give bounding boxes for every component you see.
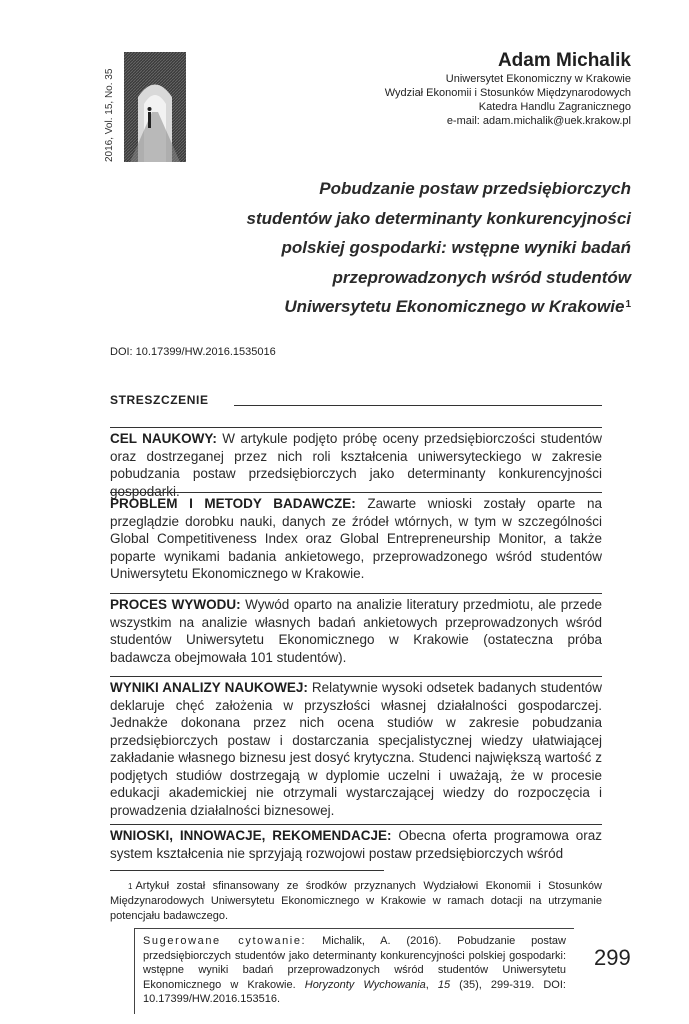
abstract-section-process xyxy=(110,593,602,666)
section-label: WNIOSKI, INNOWACJE, REKOMENDACJE: xyxy=(110,828,392,843)
abstract-heading: STRESZCZENIE xyxy=(110,393,209,407)
cover-image xyxy=(124,52,186,162)
title-line: polskiej gospodarki: wstępne wyniki badań xyxy=(281,238,631,257)
article-title xyxy=(111,174,631,322)
article-doi: DOI: 10.17399/HW.2016.1535016 xyxy=(110,346,276,358)
footnote-marker: 1 xyxy=(128,882,133,891)
title-line: przeprowadzonych wśród studentów xyxy=(332,267,631,287)
journal-volume-label: 2016, Vol. 15, No. 35 xyxy=(104,68,115,162)
citation-label: Sugerowane cytowanie: xyxy=(143,935,307,947)
abstract-heading-rule xyxy=(234,405,602,406)
abstract-section-conclusions xyxy=(110,824,602,862)
author-email[interactable]: e-mail: adam.michalik@uek.krakow.pl xyxy=(446,115,631,127)
title-footnote-marker[interactable]: 1 xyxy=(625,299,631,310)
citation-text-after: (35), 299-319. DOI: 10.17399/HW.2016.153516. xyxy=(143,978,566,1005)
title-line: studentów jako determinanty konkurencyjności xyxy=(246,208,631,228)
section-label: WYNIKI ANALIZY NAUKOWEJ: xyxy=(110,680,308,695)
section-label: PROBLEM I METODY BADAWCZE: xyxy=(110,496,356,511)
page-number: 299 xyxy=(594,945,631,970)
affiliation-university: Uniwersytet Ekonomiczny w Krakowie xyxy=(445,73,631,85)
title-line xyxy=(111,292,631,322)
section-text: Obecna oferta programowa oraz system kształcenia nie sprzyjają rozwojowi postaw przedsiębiorczych wśród xyxy=(110,828,602,861)
journal-cover-thumbnail xyxy=(124,52,186,162)
section-label: PROCES WYWODU: xyxy=(110,597,241,612)
footnote-separator xyxy=(110,870,384,871)
section-text: Zawarte wnioski zostały oparte na przeglądzie dorobku nauki, danych ze źródeł wtórnych, w tym w szczególności Global Competitiveness Index oraz Global Entrepreneurship Monitor, a także poparte wynikami badania ankietowego, przeprowadzonego wśród studentów Uniwersytetu Ekonomicznego w Krakowie. xyxy=(110,496,602,581)
affiliation-department: Katedra Handlu Zagranicznego xyxy=(478,101,631,113)
citation-journal: Horyzonty Wychowania xyxy=(304,978,426,991)
section-label: CEL NAUKOWY: xyxy=(110,431,217,446)
suggested-citation-box: Sugerowane cytowanie: Michalik, A. (2016). Pobudzanie postaw przedsiębiorczych studentów jako determinanty konkurencyjności polskiej gospodarki: wstępne wyniki badań przeprowadzonych wśród studentów Uniwersytetu Ekonomicznego w Krakowie. Horyzonty Wychowania, 15 (35), 299-319. DOI: 10.17399/HW.2016.153516. xyxy=(134,928,574,1014)
citation-text: Michalik, A. (2016). Pobudzanie postaw przedsiębiorczych studentów jako determinanty konkurencyjności polskiej gospodarki: wstępne wyniki badań przeprowadzonych wśród studentów Uniwersytetu Ekonomicznego w Krakowie. xyxy=(143,935,566,991)
abstract-section-methods xyxy=(110,492,602,583)
footnote xyxy=(110,879,602,924)
section-text: W artykule podjęto próbę oceny przedsiębiorczości studentów oraz dostrzeganej przez nich roli kształcenia uniwersyteckiego w zakresie pobudzania postaw przedsiębiorczych jako determinanty konkurencyjności gospodarki. xyxy=(110,431,602,499)
section-text: Wywód oparto na analizie literatury przedmiotu, ale przede wszystkim na analizie własnych badań ankietowych przeprowadzonych wśród studentów Uniwersytetu Ekonomicznego w Krakowie (ostateczna próba badawcza obejmowała 101 studentów). xyxy=(110,597,602,665)
title-line: Pobudzanie postaw przedsiębiorczych xyxy=(319,179,631,198)
citation-volume: 15 xyxy=(437,978,451,991)
abstract-section-aim xyxy=(110,427,602,500)
section-text: Relatywnie wysoki odsetek badanych studentów deklaruje chęć założenia w przyszłości własnej działalności gospodarczej. Jednakże dokonana przez nich ocena studiów w zakresie pobudzania przedsiębiorczych postaw i dostarczania specjalistycznej wiedzy ułatwiającej zakładanie własnego biznesu jest dosyć krytyczna. Studenci największą wartość z podjętych studiów dostrzegają w dyplomie uczelni i uważają, że w procesie edukacji akademickiej nie otrzymali wystarczającej wiedzy do rozpoczęcia i prowadzenia działalności biznesowej. xyxy=(110,680,602,818)
author-block xyxy=(385,50,631,128)
title-line-text: Uniwersytetu Ekonomicznego w Krakowie xyxy=(284,297,625,316)
abstract-heading-row xyxy=(110,393,602,413)
footnote-text: Artykuł został sfinansowany ze środków przyznanych Wydziałowi Ekonomii i Stosunków Międzynarodowych Uniwersytetu Ekonomicznego w Krakowie w ramach dotacji na utrzymanie potencjału badawczego. xyxy=(110,880,602,922)
abstract-section-results xyxy=(110,676,602,819)
author-name: Adam Michalik xyxy=(497,50,631,71)
affiliation-faculty: Wydział Ekonomii i Stosunków Międzynarodowych xyxy=(384,87,631,99)
